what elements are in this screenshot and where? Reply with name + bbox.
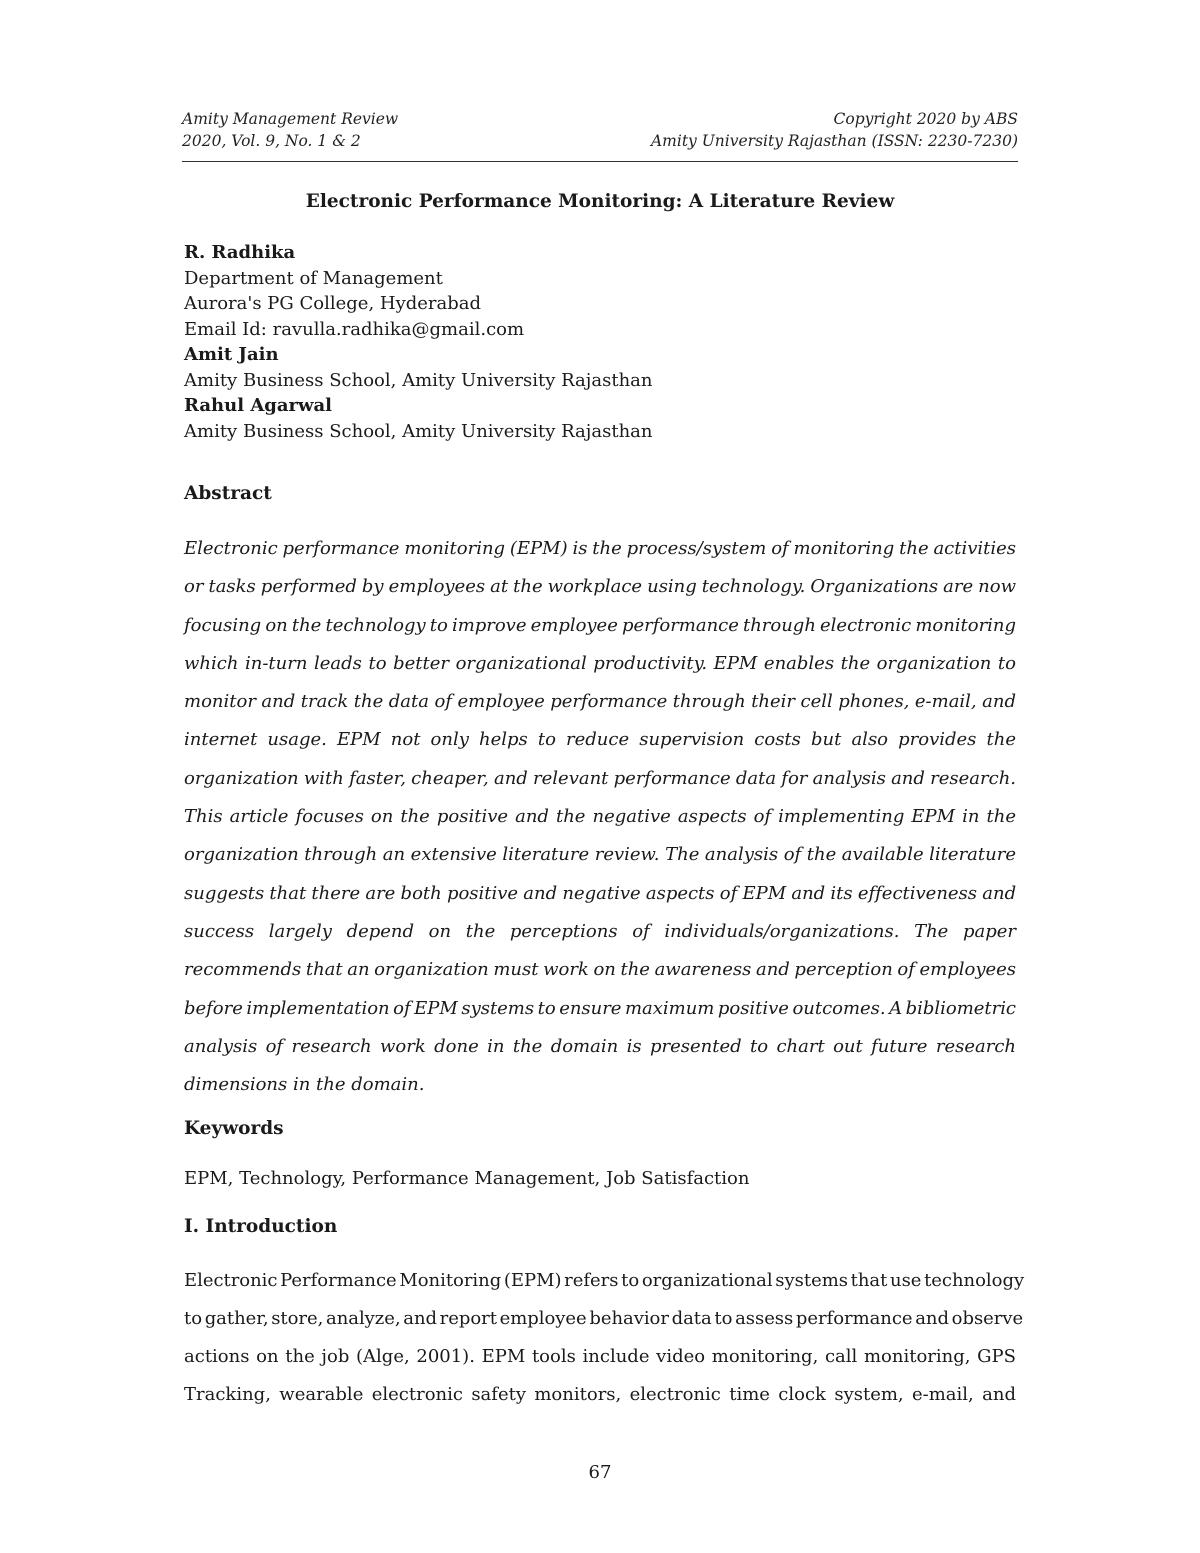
introduction-line: to gather, store, analyze, and report employee behavior data to assess performance and observe bbox=[184, 1308, 1024, 1329]
abstract-line: monitor and track the data of employee performance through their cell phones, e-mail, and bbox=[184, 691, 1016, 713]
abstract-line: recommends that an organization must work on the awareness and perception of employees bbox=[184, 959, 1016, 981]
introduction-line: Tracking, wearable electronic safety monitors, electronic time clock system, e-mail, and bbox=[184, 1384, 1016, 1405]
author-name: Amit Jain bbox=[184, 344, 279, 365]
author-name: R. Radhika bbox=[184, 242, 296, 263]
copyright-notice: Copyright 2020 by ABS bbox=[833, 110, 1018, 128]
page-number: 67 bbox=[588, 1462, 612, 1483]
keywords-heading: Keywords bbox=[184, 1118, 284, 1139]
author-name: Rahul Agarwal bbox=[184, 395, 333, 416]
abstract-line: which in-turn leads to better organizational productivity. EPM enables the organization to bbox=[184, 652, 1016, 674]
abstract-line: success largely depend on the perceptions of individuals/organizations. The paper bbox=[184, 920, 1016, 942]
abstract-line: before implementation of EPM systems to ensure maximum positive outcomes. A bibliometric bbox=[184, 997, 1016, 1019]
introduction-line: Electronic Performance Monitoring (EPM) refers to organizational systems that use technology bbox=[184, 1270, 1025, 1291]
abstract-line: organization with faster, cheaper, and relevant performance data for analysis and research. bbox=[184, 767, 1016, 789]
introduction-body bbox=[184, 1262, 1025, 1414]
abstract-line: or tasks performed by employees at the workplace using technology. Organizations are now bbox=[184, 576, 1016, 598]
keywords-list: EPM, Technology, Performance Management, Job Satisfaction bbox=[184, 1168, 750, 1189]
author-affiliation: Amity Business School, Amity University Rajasthan bbox=[184, 369, 653, 391]
abstract-line: organization through an extensive literature review. The analysis of the available literature bbox=[184, 844, 1016, 866]
header-divider bbox=[182, 161, 1018, 162]
journal-volume: 2020, Vol. 9, No. 1 & 2 bbox=[182, 132, 361, 150]
introduction-heading: I. Introduction bbox=[184, 1216, 338, 1237]
paper-title: Electronic Performance Monitoring: A Literature Review bbox=[305, 191, 895, 212]
introduction-line: actions on the job (Alge, 2001). EPM tools include video monitoring, call monitoring, GPS bbox=[184, 1346, 1016, 1367]
abstract-line: focusing on the technology to improve employee performance through electronic monitoring bbox=[184, 614, 1016, 636]
author-affiliation: Amity Business School, Amity University Rajasthan bbox=[184, 420, 653, 442]
abstract-body bbox=[184, 530, 1016, 1104]
running-header-left bbox=[182, 108, 398, 152]
author-affiliation: Department of Management bbox=[184, 267, 443, 289]
abstract-line: suggests that there are both positive and negative aspects of EPM and its effectiveness and bbox=[184, 882, 1017, 904]
publisher-issn: Amity University Rajasthan (ISSN: 2230-7230) bbox=[650, 132, 1018, 150]
running-header-right bbox=[651, 108, 1018, 152]
abstract-line: dimensions in the domain. bbox=[184, 1074, 425, 1096]
author-email: Email Id: ravulla.radhika@gmail.com bbox=[184, 318, 525, 340]
journal-name: Amity Management Review bbox=[182, 110, 399, 128]
author-block bbox=[184, 240, 1020, 444]
abstract-line: This article focuses on the positive and the negative aspects of implementing EPM in the bbox=[184, 806, 1016, 828]
abstract-line: internet usage. EPM not only helps to reduce supervision costs but also provides the bbox=[184, 729, 1016, 751]
abstract-heading: Abstract bbox=[184, 483, 272, 504]
author-affiliation: Aurora's PG College, Hyderabad bbox=[184, 293, 482, 314]
abstract-line: analysis of research work done in the domain is presented to chart out future research bbox=[184, 1035, 1016, 1057]
abstract-line: Electronic performance monitoring (EPM) is the process/system of monitoring the activities bbox=[184, 538, 1016, 559]
